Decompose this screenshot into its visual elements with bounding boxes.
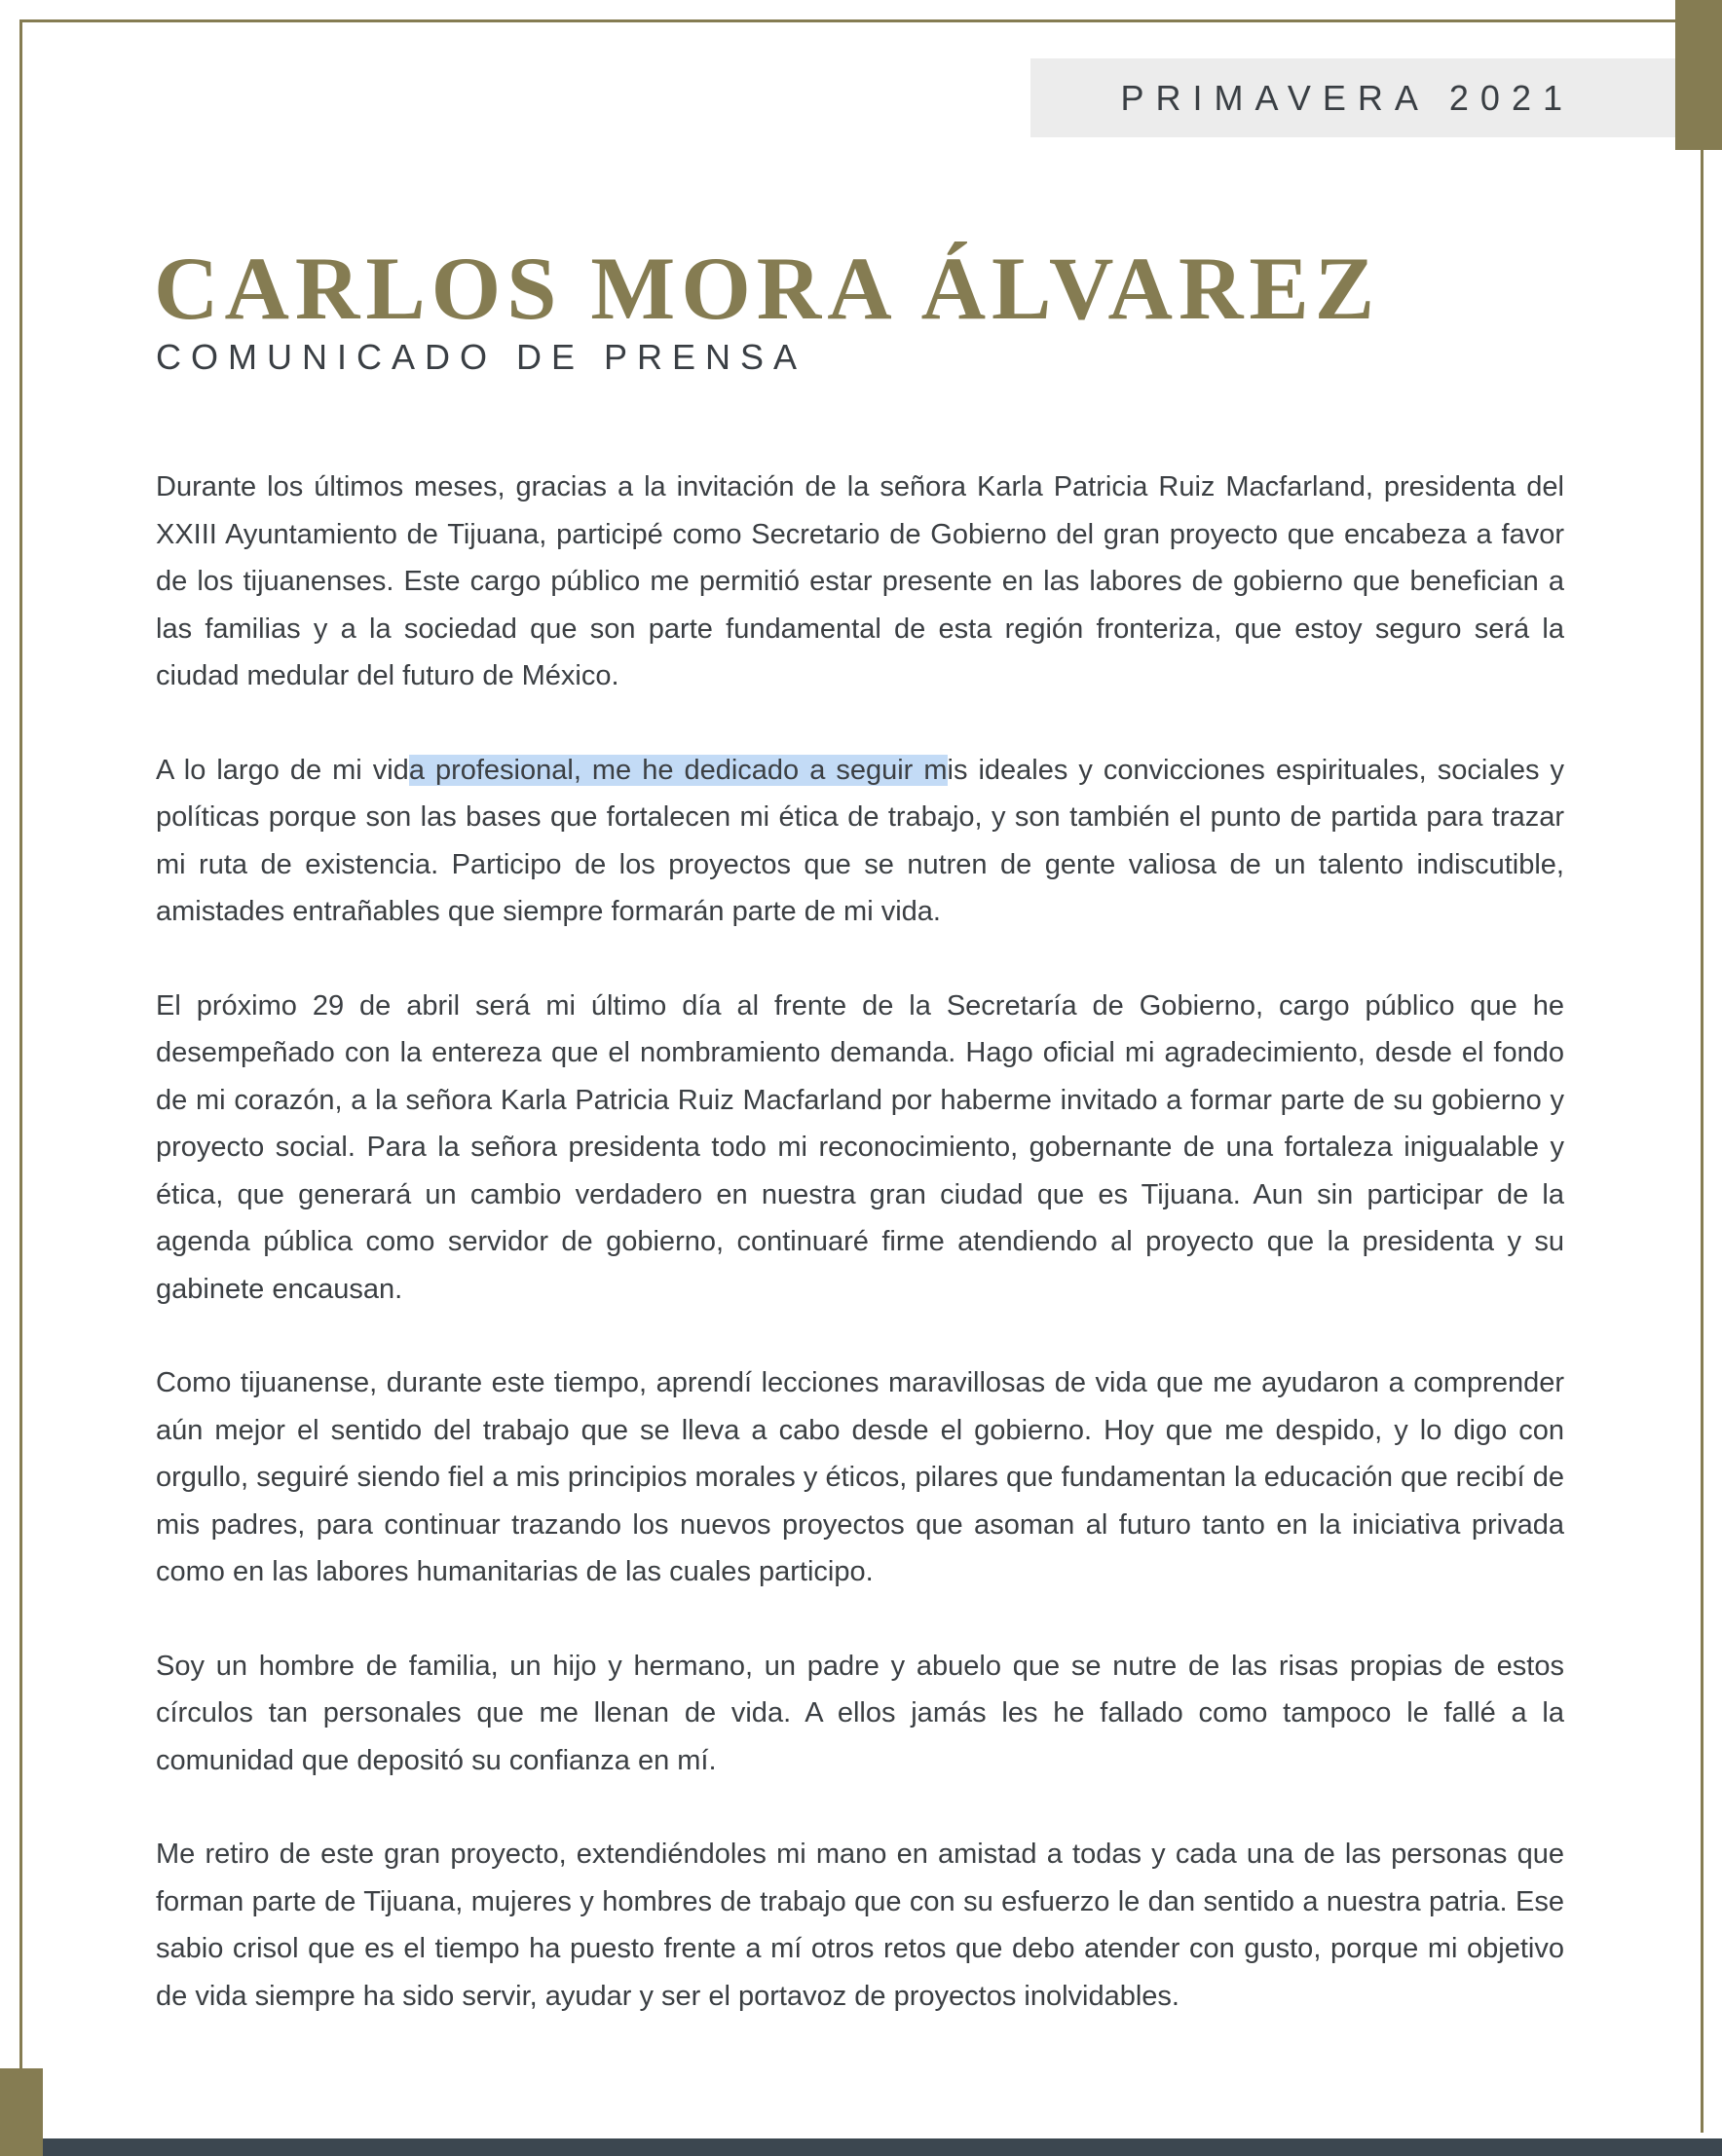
document-subtitle: COMUNICADO DE PRENSA	[156, 337, 807, 377]
page-title: CARLOS MORA ÁLVAREZ	[154, 239, 1381, 338]
frame-left-border	[19, 19, 22, 2082]
press-release-body	[156, 464, 1564, 2066]
paragraph-3[interactable]: El próximo 29 de abril será mi último día al frente de la Secretaría de Gobierno, cargo público que he desempeñado con la entereza que el nombramiento demanda. Hago oficial mi agradecimiento, desde el fondo de mi corazón, a la señora Karla Patricia Ruiz Macfarland por haberme invitado a formar parte de su gobierno y proyecto social. Para la señora presidenta todo mi reconocimiento, gobernante de una fortaleza inigualable y ética, que generará un cambio verdadero en nuestra gran ciudad que es Tijuana. Aun sin participar de la agenda pública como servidor de gobierno, continuaré firme atendiendo al proyecto que la presidenta y su gabinete encausan.	[156, 989, 1564, 1305]
corner-accent-bottom-left	[0, 2068, 43, 2156]
paragraph-2-text-start: A lo largo de mi vid	[156, 754, 409, 786]
paragraph-6[interactable]: Me retiro de este gran proyecto, extendiéndoles mi mano en amistad a todas y cada una de las personas que forman parte de Tijuana, mujeres y hombres de trabajo que con su esfuerzo le dan sentido a nuestra patria. Ese sabio crisol que es el tiempo ha puesto frente a mí otros retos que debo atender con gusto, porque mi objetivo de vida siempre ha sido servir, ayudar y ser el portavoz de proyectos inolvidables.	[156, 1839, 1564, 2012]
frame-right-border	[1701, 146, 1703, 2133]
paragraph-2-text-end: is ideales y convicciones espirituales, sociales y políticas porque son las bases que fortalecen mi ética de trabajo, y son también el punto de partida para trazar mi ruta de existencia. Participo de los proyectos que se nutren de gente valiosa de un talento indiscutible, amistades entrañables que siempre formarán parte de mi vida.	[156, 754, 1564, 927]
paragraph-5[interactable]: Soy un hombre de familia, un hijo y hermano, un padre y abuelo que se nutre de las risas propias de estos círculos tan personales que me llenan de vida. A ellos jamás les he fallado como tampoco le fallé a la comunidad que depositó su confianza en mí.	[156, 1650, 1564, 1776]
paragraph-2[interactable]	[156, 747, 1564, 936]
paragraph-4[interactable]: Como tijuanense, durante este tiempo, aprendí lecciones maravillosas de vida que me ayudaron a comprender aún mejor el sentido del trabajo que se lleva a cabo desde el gobierno. Hoy que me despido, y lo digo con orgullo, seguiré siendo fiel a mis principios morales y éticos, pilares que fundamentan la educación que recibí de mis padres, para continuar trazando los nuevos proyectos que asoman al futuro tanto en la iniciativa privada como en las labores humanitarias de las cuales participo.	[156, 1367, 1564, 1587]
season-label: PRIMAVERA 2021	[1120, 77, 1574, 118]
season-banner	[1030, 58, 1675, 137]
footer-bar	[43, 2138, 1722, 2156]
corner-accent-top-right	[1675, 0, 1722, 150]
selected-text[interactable]: a profesional, me he dedicado a seguir m	[408, 754, 948, 786]
frame-top-border	[19, 19, 1675, 22]
paragraph-1[interactable]: Durante los últimos meses, gracias a la invitación de la señora Karla Patricia Ruiz Macfarland, presidenta del XXIII Ayuntamiento de Tijuana, participé como Secretario de Gobierno del gran proyecto que encabeza a favor de los tijuanenses. Este cargo público me permitió estar presente en las labores de gobierno que benefician a las familias y a la sociedad que son parte fundamental de esta región fronteriza, que estoy seguro será la ciudad medular del futuro de México.	[156, 471, 1564, 691]
